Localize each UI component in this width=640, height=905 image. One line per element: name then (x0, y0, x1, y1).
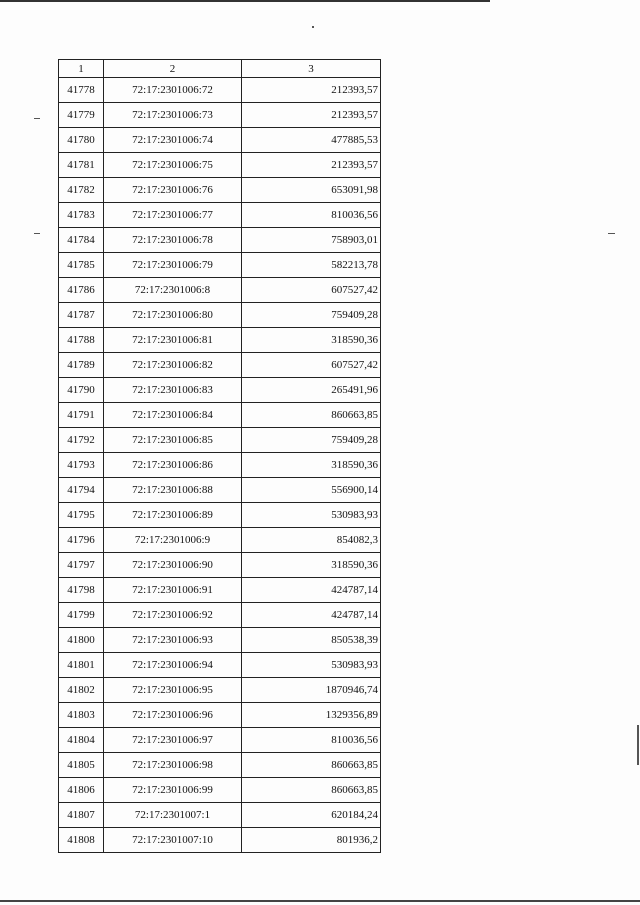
row-number: 41800 (59, 628, 104, 653)
table-row (59, 128, 381, 153)
cadastral-value: 318590,36 (242, 553, 381, 578)
cadastral-number: 72:17:2301006:78 (104, 228, 242, 253)
row-number: 41794 (59, 478, 104, 503)
table-row (59, 78, 381, 103)
row-number: 41779 (59, 103, 104, 128)
row-number: 41789 (59, 353, 104, 378)
row-number: 41790 (59, 378, 104, 403)
row-number: 41787 (59, 303, 104, 328)
table-row (59, 203, 381, 228)
table-row (59, 453, 381, 478)
cadastral-number: 72:17:2301006:97 (104, 728, 242, 753)
row-number: 41783 (59, 203, 104, 228)
column-header-1: 1 (59, 60, 104, 78)
cadastral-value: 318590,36 (242, 328, 381, 353)
table-row (59, 678, 381, 703)
cadastral-value: 265491,96 (242, 378, 381, 403)
cadastral-number: 72:17:2301006:90 (104, 553, 242, 578)
cadastral-value: 582213,78 (242, 253, 381, 278)
row-number: 41804 (59, 728, 104, 753)
column-header-2: 2 (104, 60, 242, 78)
table-row (59, 403, 381, 428)
table-row (59, 353, 381, 378)
cadastral-value: 854082,3 (242, 528, 381, 553)
table-row (59, 728, 381, 753)
table-body (59, 78, 381, 853)
scan-speck (637, 725, 639, 765)
cadastral-number: 72:17:2301006:98 (104, 753, 242, 778)
cadastral-number: 72:17:2301006:92 (104, 603, 242, 628)
cadastral-value: 653091,98 (242, 178, 381, 203)
row-number: 41796 (59, 528, 104, 553)
cadastral-value: 860663,85 (242, 753, 381, 778)
cadastral-value: 212393,57 (242, 78, 381, 103)
cadastral-number: 72:17:2301006:83 (104, 378, 242, 403)
cadastral-number: 72:17:2301006:9 (104, 528, 242, 553)
cadastral-number: 72:17:2301007:1 (104, 803, 242, 828)
cadastral-number: 72:17:2301006:82 (104, 353, 242, 378)
cadastral-value: 607527,42 (242, 353, 381, 378)
row-number: 41801 (59, 653, 104, 678)
table-row (59, 653, 381, 678)
row-number: 41799 (59, 603, 104, 628)
table-row (59, 803, 381, 828)
row-number: 41781 (59, 153, 104, 178)
table-row (59, 528, 381, 553)
table-row (59, 378, 381, 403)
cadastral-number: 72:17:2301006:86 (104, 453, 242, 478)
cadastral-number: 72:17:2301006:81 (104, 328, 242, 353)
table-row (59, 753, 381, 778)
row-number: 41784 (59, 228, 104, 253)
cadastral-value: 1329356,89 (242, 703, 381, 728)
cadastral-number: 72:17:2301006:85 (104, 428, 242, 453)
table-row (59, 603, 381, 628)
cadastral-value: 860663,85 (242, 403, 381, 428)
row-number: 41778 (59, 78, 104, 103)
cadastral-value-table (58, 59, 381, 853)
row-number: 41807 (59, 803, 104, 828)
row-number: 41792 (59, 428, 104, 453)
cadastral-value: 530983,93 (242, 503, 381, 528)
cadastral-number: 72:17:2301006:8 (104, 278, 242, 303)
table-row (59, 278, 381, 303)
cadastral-value: 758903,01 (242, 228, 381, 253)
table-row (59, 153, 381, 178)
table-header-row (59, 60, 381, 78)
cadastral-number: 72:17:2301006:77 (104, 203, 242, 228)
scan-speck (34, 118, 40, 119)
cadastral-value: 212393,57 (242, 103, 381, 128)
table-row (59, 778, 381, 803)
scan-speck (608, 233, 615, 234)
cadastral-number: 72:17:2301007:10 (104, 828, 242, 853)
table-row (59, 478, 381, 503)
row-number: 41791 (59, 403, 104, 428)
table-row (59, 328, 381, 353)
cadastral-number: 72:17:2301006:95 (104, 678, 242, 703)
cadastral-number: 72:17:2301006:91 (104, 578, 242, 603)
scan-speck (34, 233, 40, 234)
cadastral-number: 72:17:2301006:74 (104, 128, 242, 153)
cadastral-value: 424787,14 (242, 578, 381, 603)
table-row (59, 428, 381, 453)
cadastral-number: 72:17:2301006:88 (104, 478, 242, 503)
cadastral-value: 212393,57 (242, 153, 381, 178)
cadastral-number: 72:17:2301006:89 (104, 503, 242, 528)
column-header-3: 3 (242, 60, 381, 78)
cadastral-value: 810036,56 (242, 203, 381, 228)
cadastral-number: 72:17:2301006:96 (104, 703, 242, 728)
table-row (59, 553, 381, 578)
cadastral-value: 759409,28 (242, 303, 381, 328)
row-number: 41788 (59, 328, 104, 353)
row-number: 41795 (59, 503, 104, 528)
cadastral-number: 72:17:2301006:94 (104, 653, 242, 678)
table-row (59, 703, 381, 728)
cadastral-value: 477885,53 (242, 128, 381, 153)
cadastral-value: 801936,2 (242, 828, 381, 853)
cadastral-number: 72:17:2301006:84 (104, 403, 242, 428)
cadastral-number: 72:17:2301006:79 (104, 253, 242, 278)
cadastral-value: 1870946,74 (242, 678, 381, 703)
cadastral-value: 424787,14 (242, 603, 381, 628)
cadastral-value: 759409,28 (242, 428, 381, 453)
row-number: 41797 (59, 553, 104, 578)
row-number: 41803 (59, 703, 104, 728)
cadastral-value: 860663,85 (242, 778, 381, 803)
row-number: 41805 (59, 753, 104, 778)
row-number: 41798 (59, 578, 104, 603)
cadastral-value: 850538,39 (242, 628, 381, 653)
cadastral-value: 530983,93 (242, 653, 381, 678)
top-rule (0, 0, 490, 2)
row-number: 41802 (59, 678, 104, 703)
table-row (59, 578, 381, 603)
cadastral-number: 72:17:2301006:93 (104, 628, 242, 653)
cadastral-number: 72:17:2301006:99 (104, 778, 242, 803)
table-row (59, 253, 381, 278)
cadastral-value: 810036,56 (242, 728, 381, 753)
table-row (59, 303, 381, 328)
cadastral-number: 72:17:2301006:76 (104, 178, 242, 203)
cadastral-value: 556900,14 (242, 478, 381, 503)
cadastral-number: 72:17:2301006:72 (104, 78, 242, 103)
cadastral-number: 72:17:2301006:75 (104, 153, 242, 178)
row-number: 41806 (59, 778, 104, 803)
scan-speck (312, 26, 314, 28)
table-row (59, 178, 381, 203)
row-number: 41793 (59, 453, 104, 478)
cadastral-number: 72:17:2301006:80 (104, 303, 242, 328)
table-row (59, 103, 381, 128)
cadastral-number: 72:17:2301006:73 (104, 103, 242, 128)
table-row (59, 228, 381, 253)
cadastral-value: 318590,36 (242, 453, 381, 478)
bottom-rule (0, 900, 640, 902)
table-row (59, 828, 381, 853)
table-row (59, 503, 381, 528)
cadastral-value: 620184,24 (242, 803, 381, 828)
table-row (59, 628, 381, 653)
cadastral-value: 607527,42 (242, 278, 381, 303)
row-number: 41786 (59, 278, 104, 303)
row-number: 41808 (59, 828, 104, 853)
row-number: 41780 (59, 128, 104, 153)
row-number: 41785 (59, 253, 104, 278)
row-number: 41782 (59, 178, 104, 203)
